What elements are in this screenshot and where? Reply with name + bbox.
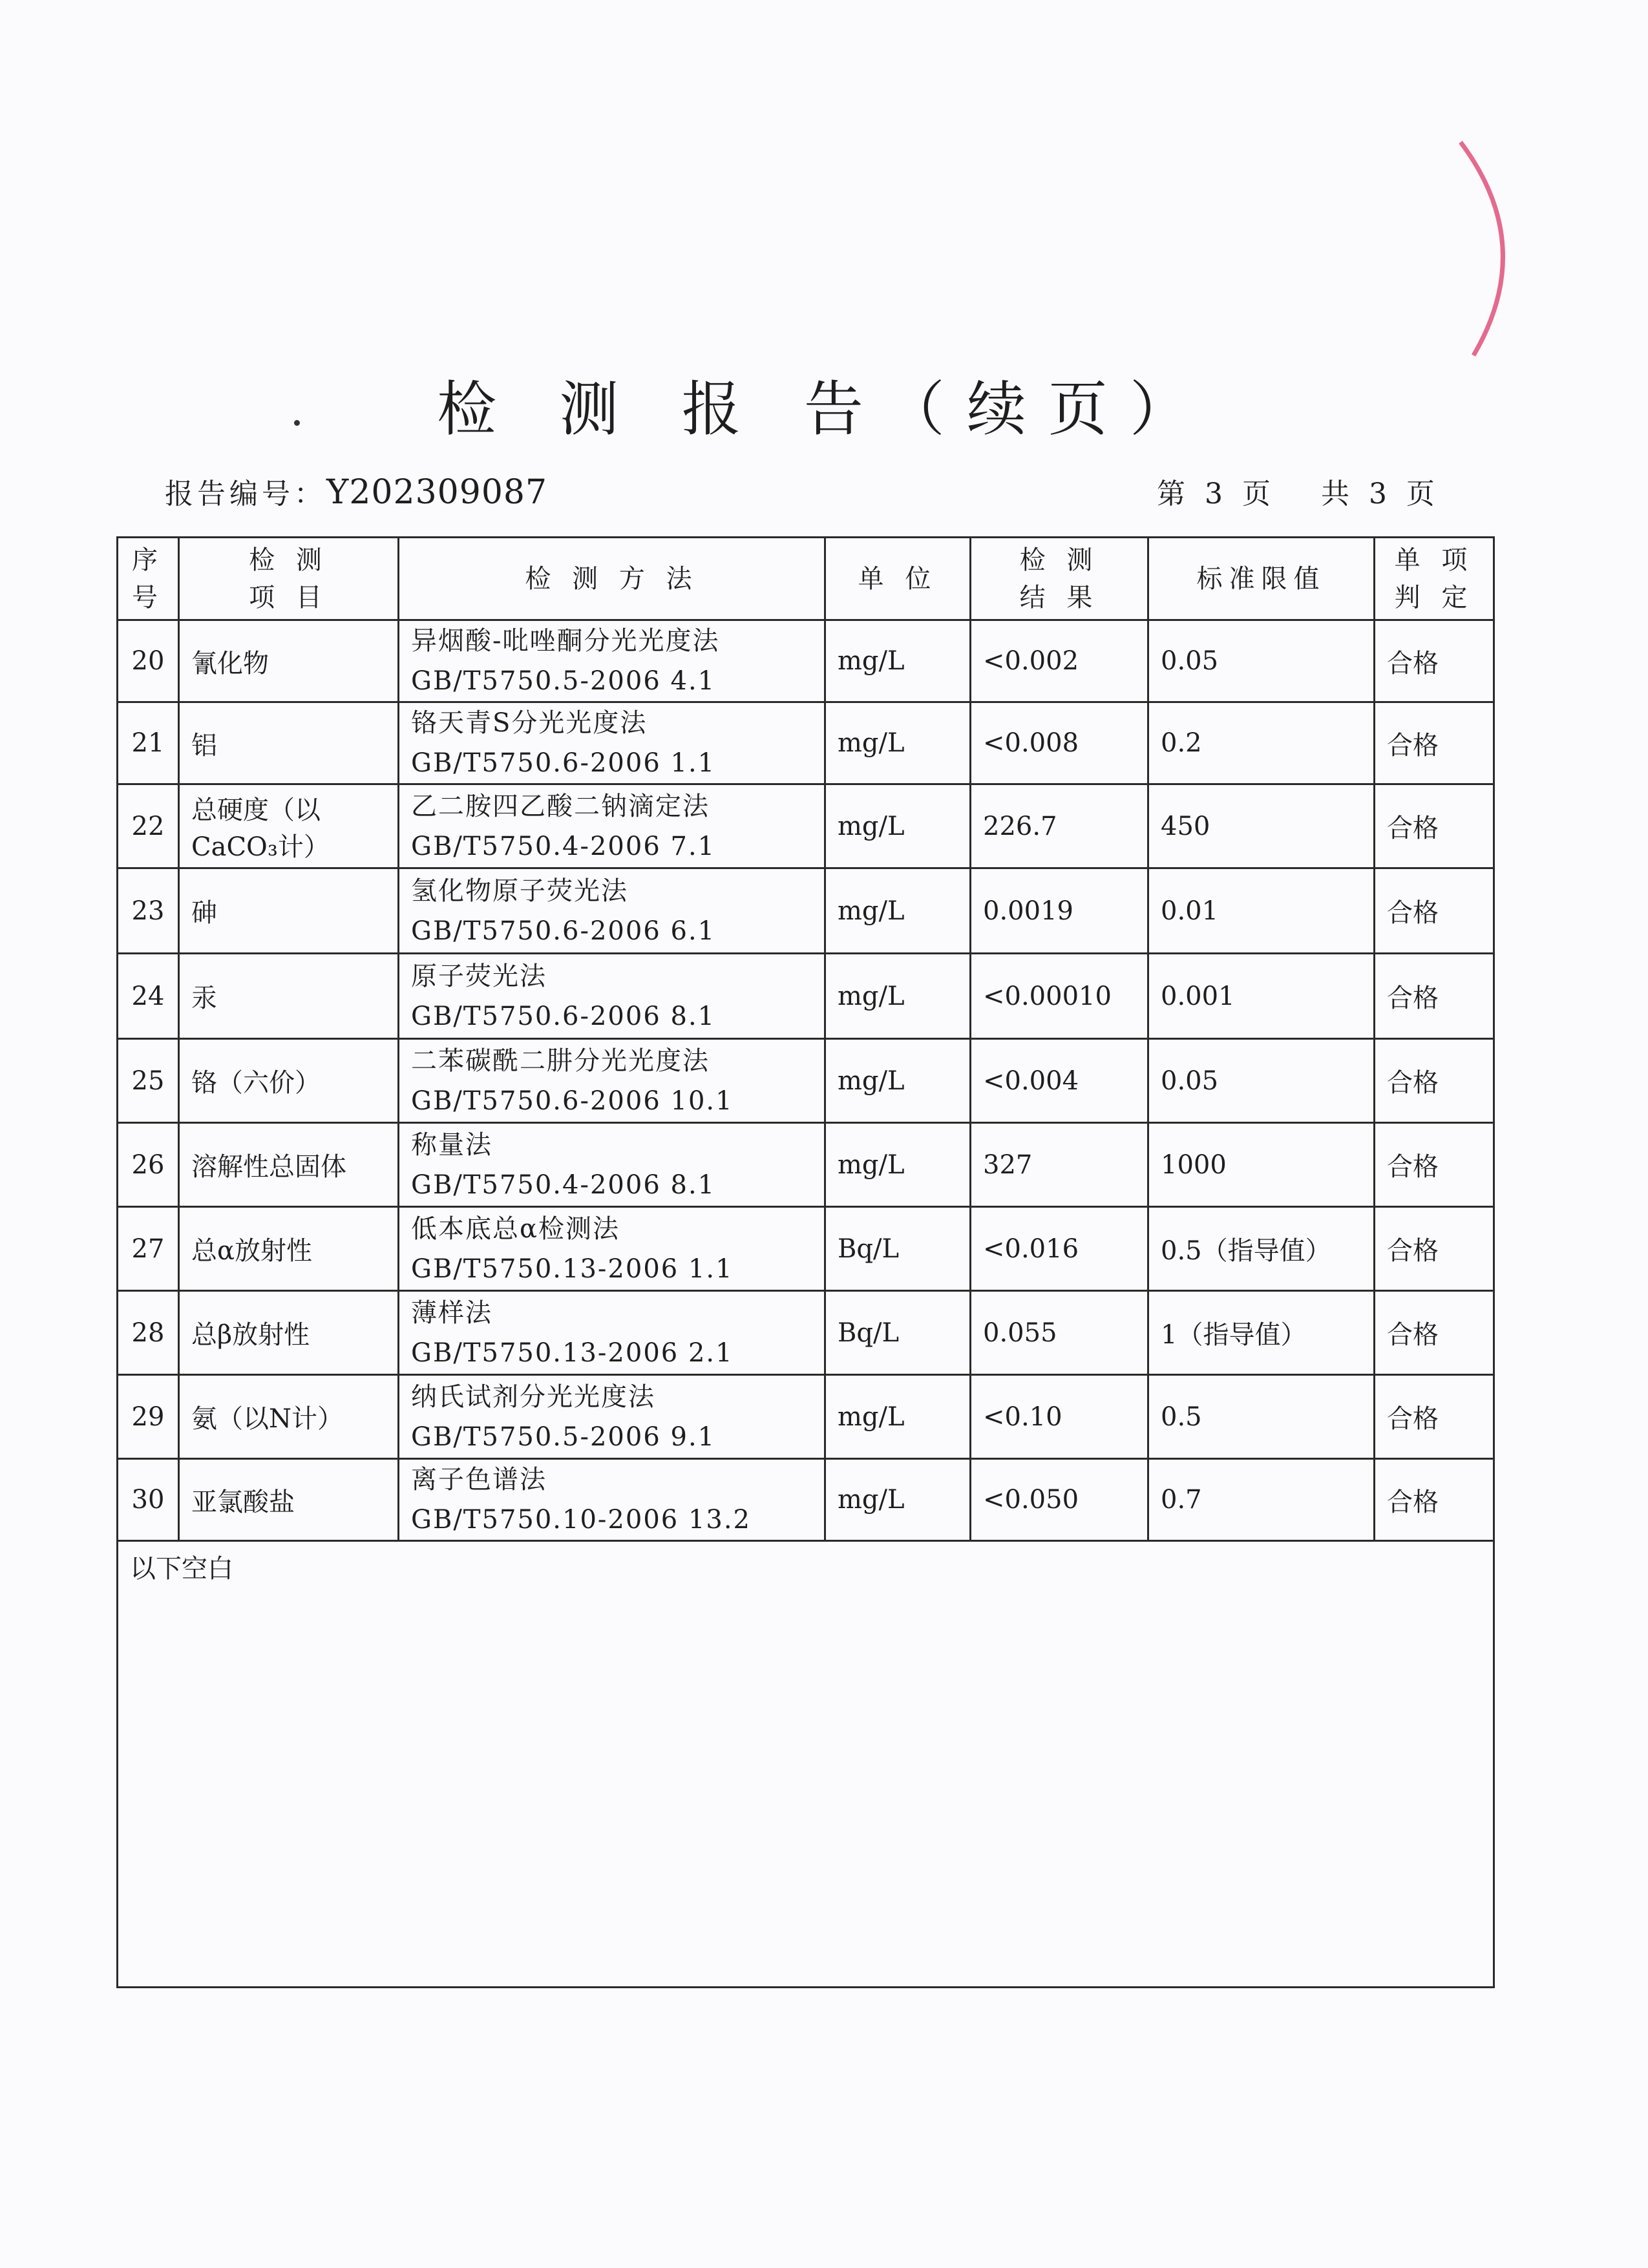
cell-item: 总硬度（以CaCO₃计） bbox=[179, 784, 399, 868]
method-name: 纳氏试剂分光光度法 bbox=[411, 1381, 655, 1412]
table-row bbox=[118, 1375, 1494, 1459]
cell-unit: Bq/L bbox=[825, 1291, 971, 1375]
table-row bbox=[118, 954, 1494, 1039]
cell-limit: 0.2 bbox=[1148, 702, 1375, 784]
cell-item: 总α放射性 bbox=[179, 1207, 399, 1291]
header-method: 检 测 方 法 bbox=[399, 538, 825, 620]
method-name: 二苯碳酰二肼分光光度法 bbox=[411, 1045, 710, 1076]
blank-note: 以下空白 bbox=[118, 1541, 1494, 1988]
report-number-label: 报告编号： bbox=[165, 478, 326, 510]
table-row bbox=[118, 1123, 1494, 1207]
cell-seq: 27 bbox=[118, 1207, 179, 1291]
method-standard: GB/T5750.5-2006 4.1 bbox=[411, 666, 716, 696]
method-standard: GB/T5750.6-2006 8.1 bbox=[411, 1001, 716, 1031]
cell-method bbox=[399, 1207, 825, 1291]
cell-unit: Bq/L bbox=[825, 1207, 971, 1291]
cell-limit: 0.05 bbox=[1148, 1039, 1375, 1123]
cell-limit: 1（指导值） bbox=[1148, 1291, 1375, 1375]
cell-unit: mg/L bbox=[825, 702, 971, 784]
cell-seq: 21 bbox=[118, 702, 179, 784]
cell-method bbox=[399, 1291, 825, 1375]
cell-unit: mg/L bbox=[825, 1039, 971, 1123]
method-name: 氢化物原子荧光法 bbox=[411, 876, 628, 906]
cell-limit: 450 bbox=[1148, 784, 1375, 868]
method-standard: GB/T5750.6-2006 1.1 bbox=[411, 748, 716, 778]
method-standard: GB/T5750.6-2006 6.1 bbox=[411, 916, 716, 946]
cell-method bbox=[399, 1459, 825, 1541]
cell-seq: 28 bbox=[118, 1291, 179, 1375]
cell-result: 327 bbox=[971, 1123, 1148, 1207]
red-seal-arc bbox=[1448, 136, 1525, 368]
method-name: 称量法 bbox=[411, 1129, 492, 1160]
cell-result: 0.0019 bbox=[971, 868, 1148, 954]
cell-judgement: 合格 bbox=[1375, 1459, 1494, 1541]
cell-seq: 24 bbox=[118, 954, 179, 1039]
cell-item: 砷 bbox=[179, 868, 399, 954]
cell-result: <0.002 bbox=[971, 620, 1148, 702]
cell-judgement: 合格 bbox=[1375, 1039, 1494, 1123]
cell-unit: mg/L bbox=[825, 1459, 971, 1541]
table-row bbox=[118, 1207, 1494, 1291]
table-row bbox=[118, 1291, 1494, 1375]
cell-unit: mg/L bbox=[825, 784, 971, 868]
report-number-value: Y202309087 bbox=[326, 473, 548, 512]
cell-result: 0.055 bbox=[971, 1291, 1148, 1375]
table-row bbox=[118, 1039, 1494, 1123]
cell-item: 亚氯酸盐 bbox=[179, 1459, 399, 1541]
method-name: 异烟酸-吡唑酮分光光度法 bbox=[411, 626, 720, 656]
cell-seq: 23 bbox=[118, 868, 179, 954]
page-indicator bbox=[1157, 470, 1485, 512]
method-name: 乙二胺四乙酸二钠滴定法 bbox=[411, 791, 710, 821]
blank-row bbox=[118, 1541, 1494, 1988]
cell-seq: 29 bbox=[118, 1375, 179, 1459]
cell-judgement: 合格 bbox=[1375, 784, 1494, 868]
cell-method bbox=[399, 620, 825, 702]
cell-judgement: 合格 bbox=[1375, 1375, 1494, 1459]
cell-result: <0.050 bbox=[971, 1459, 1148, 1541]
header-limit: 标准限值 bbox=[1148, 538, 1375, 620]
method-name: 原子荧光法 bbox=[411, 961, 547, 991]
header-seq: 序 号 bbox=[118, 538, 179, 620]
cell-judgement: 合格 bbox=[1375, 1207, 1494, 1291]
header-row bbox=[118, 538, 1494, 620]
cell-result: <0.004 bbox=[971, 1039, 1148, 1123]
cell-item: 氨（以N计） bbox=[179, 1375, 399, 1459]
page-number: 第 3 页 bbox=[1157, 478, 1276, 510]
table-row bbox=[118, 868, 1494, 954]
cell-judgement: 合格 bbox=[1375, 954, 1494, 1039]
method-standard: GB/T5750.4-2006 7.1 bbox=[411, 831, 716, 861]
method-standard: GB/T5750.4-2006 8.1 bbox=[411, 1170, 716, 1200]
cell-seq: 30 bbox=[118, 1459, 179, 1541]
cell-seq: 22 bbox=[118, 784, 179, 868]
cell-seq: 20 bbox=[118, 620, 179, 702]
table-row bbox=[118, 784, 1494, 868]
cell-method bbox=[399, 954, 825, 1039]
cell-limit: 0.05 bbox=[1148, 620, 1375, 702]
table-row bbox=[118, 702, 1494, 784]
cell-unit: mg/L bbox=[825, 1375, 971, 1459]
cell-judgement: 合格 bbox=[1375, 1291, 1494, 1375]
header-item: 检 测 项 目 bbox=[179, 538, 399, 620]
method-standard: GB/T5750.6-2006 10.1 bbox=[411, 1086, 734, 1116]
cell-limit: 0.01 bbox=[1148, 868, 1375, 954]
method-name: 薄样法 bbox=[411, 1297, 492, 1328]
cell-item: 汞 bbox=[179, 954, 399, 1039]
cell-judgement: 合格 bbox=[1375, 702, 1494, 784]
cell-item: 氰化物 bbox=[179, 620, 399, 702]
cell-judgement: 合格 bbox=[1375, 620, 1494, 702]
cell-limit: 0.5 bbox=[1148, 1375, 1375, 1459]
header-result: 检 测 结 果 bbox=[971, 538, 1148, 620]
page-total: 共 3 页 bbox=[1320, 478, 1440, 510]
method-name: 铬天青S分光光度法 bbox=[411, 708, 648, 738]
cell-result: <0.10 bbox=[971, 1375, 1148, 1459]
cell-unit: mg/L bbox=[825, 868, 971, 954]
method-standard: GB/T5750.13-2006 1.1 bbox=[411, 1254, 734, 1284]
cell-seq: 26 bbox=[118, 1123, 179, 1207]
cell-method bbox=[399, 784, 825, 868]
report-number bbox=[165, 470, 547, 512]
method-standard: GB/T5750.10-2006 13.2 bbox=[411, 1505, 752, 1535]
cell-unit: mg/L bbox=[825, 1123, 971, 1207]
cell-method bbox=[399, 702, 825, 784]
cell-unit: mg/L bbox=[825, 954, 971, 1039]
cell-limit: 0.5（指导值） bbox=[1148, 1207, 1375, 1291]
header-judgement: 单 项 判 定 bbox=[1375, 538, 1494, 620]
cell-result: 226.7 bbox=[971, 784, 1148, 868]
header-unit: 单 位 bbox=[825, 538, 971, 620]
cell-method bbox=[399, 1123, 825, 1207]
cell-item: 溶解性总固体 bbox=[179, 1123, 399, 1207]
cell-method bbox=[399, 1039, 825, 1123]
cell-limit: 0.001 bbox=[1148, 954, 1375, 1039]
table-row bbox=[118, 1459, 1494, 1541]
method-name: 低本底总α检测法 bbox=[411, 1213, 620, 1244]
cell-result: <0.00010 bbox=[971, 954, 1148, 1039]
cell-limit: 1000 bbox=[1148, 1123, 1375, 1207]
results-table bbox=[116, 536, 1495, 1988]
method-standard: GB/T5750.5-2006 9.1 bbox=[411, 1422, 716, 1452]
cell-judgement: 合格 bbox=[1375, 868, 1494, 954]
table-row bbox=[118, 620, 1494, 702]
cell-result: <0.016 bbox=[971, 1207, 1148, 1291]
cell-limit: 0.7 bbox=[1148, 1459, 1375, 1541]
cell-seq: 25 bbox=[118, 1039, 179, 1123]
page-title: 检 测 报 告（续页） bbox=[437, 375, 1211, 444]
method-name: 离子色谱法 bbox=[411, 1465, 547, 1495]
cell-judgement: 合格 bbox=[1375, 1123, 1494, 1207]
cell-item: 铝 bbox=[179, 702, 399, 784]
cell-item: 铬（六价） bbox=[179, 1039, 399, 1123]
method-standard: GB/T5750.13-2006 2.1 bbox=[411, 1338, 734, 1368]
cell-result: <0.008 bbox=[971, 702, 1148, 784]
cell-item: 总β放射性 bbox=[179, 1291, 399, 1375]
cell-method bbox=[399, 1375, 825, 1459]
cell-unit: mg/L bbox=[825, 620, 971, 702]
cell-method bbox=[399, 868, 825, 954]
